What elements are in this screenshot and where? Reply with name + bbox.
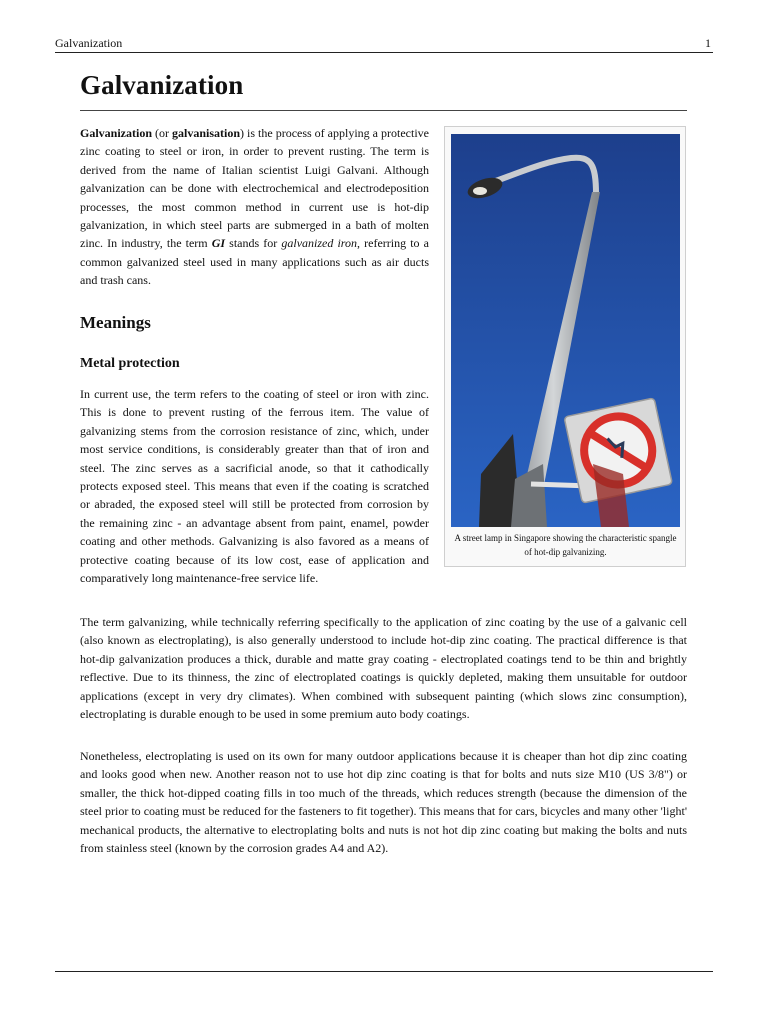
page-number: 1 <box>705 36 711 50</box>
running-header <box>55 36 713 53</box>
nonetheless-paragraph <box>80 747 687 857</box>
intro-term-galvanized-iron: galvanized iron <box>281 236 358 251</box>
page-title: Galvanization <box>80 70 244 100</box>
running-title: Galvanization <box>55 36 123 50</box>
figure-caption: A street lamp in Singapore showing the characteristic spangle of hot-dip galvanizing. <box>454 533 677 557</box>
intro-text-3: stands for <box>225 236 282 251</box>
intro-term-gi: GI <box>211 236 226 251</box>
figure-thumbnail[interactable] <box>444 126 686 567</box>
intro-text-4: , referring to a common galvanized steel used in many applications such as air ducts and trash cans. <box>80 236 429 288</box>
intro-paragraph <box>80 124 429 290</box>
electroplating-text: The term galvanizing, while technically referring specifically to the application of zinc coating by the use of a galvanic cell (also known as electroplating), is also generally understood to include hot-dip zinc coating. The practical difference is that hot-dip galvanization produces a thick, durable and matte gray coating - electroplated coatings tend to be thin and brightly reflective. Due to its thinness, the zinc of electroplated coatings is quickly depleted, making them unsuitable for outdoor applications (except in very dry climates). When combined with subsequent painting (which slows zinc consumption), electroplating is durable enough to be used in some premium auto body coatings. <box>80 615 687 722</box>
footer-divider <box>55 971 713 972</box>
intro-term-galvanization: Galvanization <box>80 126 153 140</box>
street-lamp-image <box>451 134 680 527</box>
section-heading-meanings: Meanings <box>80 313 151 332</box>
nonetheless-text: Nonetheless, electroplating is used on its own for many outdoor applications because it is cheaper than hot dip zinc coating and looks good when new. Another reason not to use hot dip zinc coating is that for bolts and nuts size M10 (US 3/8") or smaller, the thick hot-dipped coating fills in too much of the threads, which reduces strength (because the dimension of the steel prior to coating must be reduced for the fasteners to fit together). This means that for cars, bicycles and many other 'light' mechanical products, the alternative to electroplating bolts and nuts is not hot dip zinc coating but making the bolts and nuts from stainless steel (known by the corrosion grades A4 and A2). <box>80 749 687 856</box>
intro-term-galvanisation: galvanisation <box>172 126 241 140</box>
intro-text-2: ) is the process of applying a protective zinc coating to steel or iron, in order to prevent rusting. The term is derived from the name of Italian scientist Luigi Galvani. Although galvanization can be done with electrochemical and electrodeposition processes, the most common method in current use is hot-dip galvanization, in which steel parts are submerged in a bath of molten zinc. In industry, the term <box>80 126 429 251</box>
subsection-heading-metal-protection: Metal protection <box>80 356 180 371</box>
intro-text-1: (or <box>152 126 173 140</box>
metal-protection-paragraph <box>80 385 429 587</box>
street-lamp-photo[interactable] <box>451 134 680 527</box>
electroplating-paragraph <box>80 613 687 723</box>
title-divider <box>80 110 687 111</box>
metal-protection-text: In current use, the term refers to the coating of steel or iron with zinc. This is done to prevent rusting of the ferrous item. The value of galvanizing stems from the corrosion resistance of zinc, which, under most service conditions, is considerably greater than that of iron and steel. The zinc serves as a sacrificial anode, so that it cathodically protects exposed steel. This means that even if the coating is scratched or abraded, the exposed steel will still be protected from corrosion by the remaining zinc - an advantage absent from paint, enamel, powder coating and other methods. Galvanizing is also favored as a means of protective coating because of its low cost, ease of application and comparatively long maintenance-free service life. <box>80 387 429 586</box>
